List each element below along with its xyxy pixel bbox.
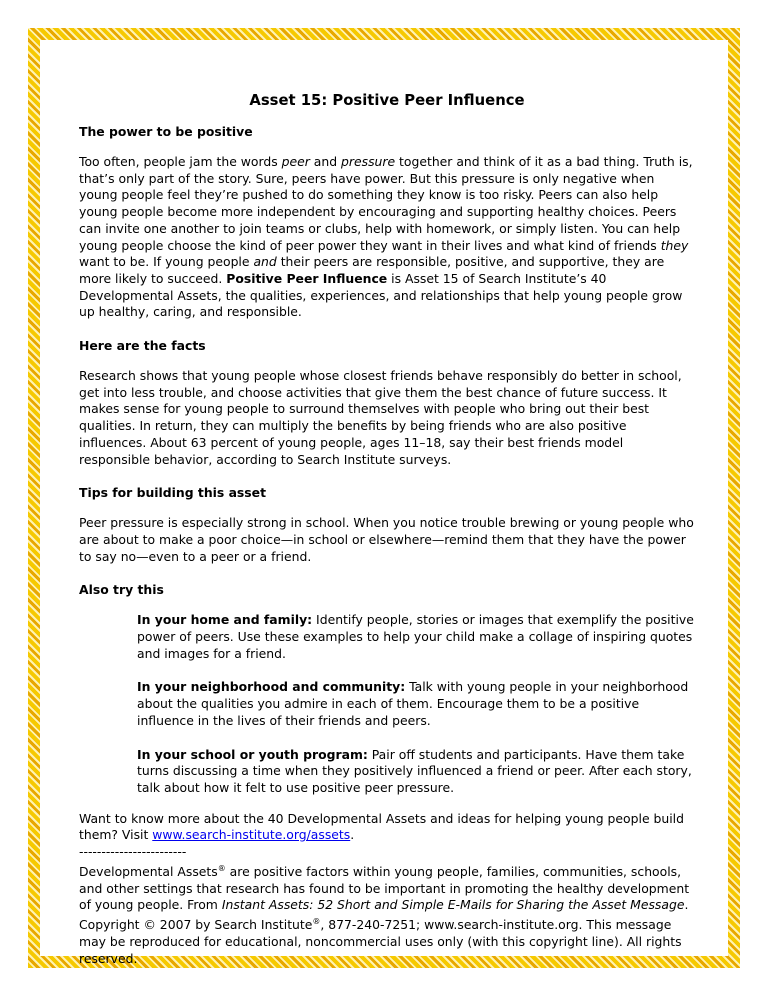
section-heading-power: The power to be positive xyxy=(79,124,253,139)
text-span: Want to know more about the 40 Developmental Assets and ideas for helping young people build them? Visit xyxy=(79,810,684,843)
text-span: Too often, people jam the words xyxy=(79,154,282,169)
know-more-paragraph xyxy=(79,811,695,844)
text-span: . Copyright © 2007 by Search Institute xyxy=(79,897,689,933)
try-item-label: In your home and family: xyxy=(137,612,313,628)
assets-link[interactable]: www.search-institute.org/assets xyxy=(152,827,351,843)
divider-line: ------------------------ xyxy=(79,844,187,860)
try-item-label: In your school or youth program: xyxy=(137,746,368,762)
section-heading-also-try: Also try this xyxy=(79,582,164,598)
emphasis-and: and xyxy=(253,254,277,270)
try-item-label: In your neighborhood and community: xyxy=(137,679,406,695)
document-body xyxy=(79,92,695,967)
emphasis-they: they xyxy=(660,237,689,253)
text-span: Developmental Assets xyxy=(79,863,218,879)
text-span: are positive factors within young people, families, communities, schools, and other settings that research has found to be important in promoting the healthy development of young people. From xyxy=(79,863,690,913)
text-span: and xyxy=(309,154,342,169)
emphasis-pressure: pressure xyxy=(341,154,396,169)
try-list xyxy=(137,612,695,796)
try-item-home xyxy=(137,612,695,662)
try-item-text: Pair off students and participants. Have them take turns discussing a time when they positively influenced a friend or peer. After each story, talk about how it felt to use positive peer pressure. xyxy=(137,746,692,795)
text-span: is Asset 15 of Search Institute’s 40 Developmental Assets, the qualities, experiences, and relationships that help young people grow up healthy, caring, and responsible. xyxy=(79,270,683,320)
paragraph-power xyxy=(79,154,695,321)
try-item-text: Talk with young people in your neighborhood about the qualities you admire in each of them. Encourage them to be a positive influence in the lives of their friends and peers. xyxy=(137,679,689,728)
try-item-text: Identify people, stories or images that exemplify the positive power of peers. Use these examples to help your child make a collage of inspiring quotes and images for a friend. xyxy=(137,612,694,661)
paragraph-tips: Peer pressure is especially strong in school. When you notice trouble brewing or young people who are about to make a poor choice—in school or elsewhere—remind them that they have the power to say no—even to a peer or a friend. xyxy=(79,515,694,564)
try-item-school xyxy=(137,747,695,797)
text-span: want to be. If young people xyxy=(79,254,254,270)
section-heading-tips: Tips for building this asset xyxy=(79,485,267,501)
text-span: together and think of it as a bad thing. Truth is, that’s only part of the story. Sure, peers have power. But this pressure is only negative when young people feel they’re pushed to do something they know is too risky. Peers can also help young people become more independent by encouraging and supporting healthy choices. Peers can invite one another to join teams or clubs, help with homework, or simply listen. You can help young people choose the kind of peer power they want in their lives and what kind of friends xyxy=(79,154,693,253)
text-span: their peers are responsible, positive, and supportive, they are more likely to succeed. xyxy=(79,254,665,286)
book-title: Instant Assets: 52 Short and Simple E-Mails for Sharing the Asset Message xyxy=(221,897,685,913)
registered-mark: ® xyxy=(217,863,226,873)
emphasis-peer: peer xyxy=(281,154,310,169)
registered-mark: ® xyxy=(312,917,321,927)
text-span: . xyxy=(350,827,355,843)
copyright-paragraph xyxy=(79,861,695,967)
try-item-neighborhood xyxy=(137,679,695,729)
footer xyxy=(79,811,695,968)
section-heading-facts: Here are the facts xyxy=(79,338,206,354)
paragraph-facts: Research shows that young people whose closest friends behave responsibly do better in school, get into less trouble, and choose activities that give them the best chance of future success. It makes sense for young people to surround themselves with people who bring out their best qualities. In return, they can multiply the benefits by being friends who are also positive influences. About 63 percent of young people, ages 11–18, say their best friends model responsible behavior, according to Search Institute surveys. xyxy=(79,368,682,467)
asset-name: Positive Peer Influence xyxy=(226,270,388,286)
page-title: Asset 15: Positive Peer Influence xyxy=(249,92,525,109)
text-span: , 877-240-7251; www.search-institute.org. This message may be reproduced for educational, noncommercial uses only (with this copyright line). All rights reserved. xyxy=(79,917,682,966)
